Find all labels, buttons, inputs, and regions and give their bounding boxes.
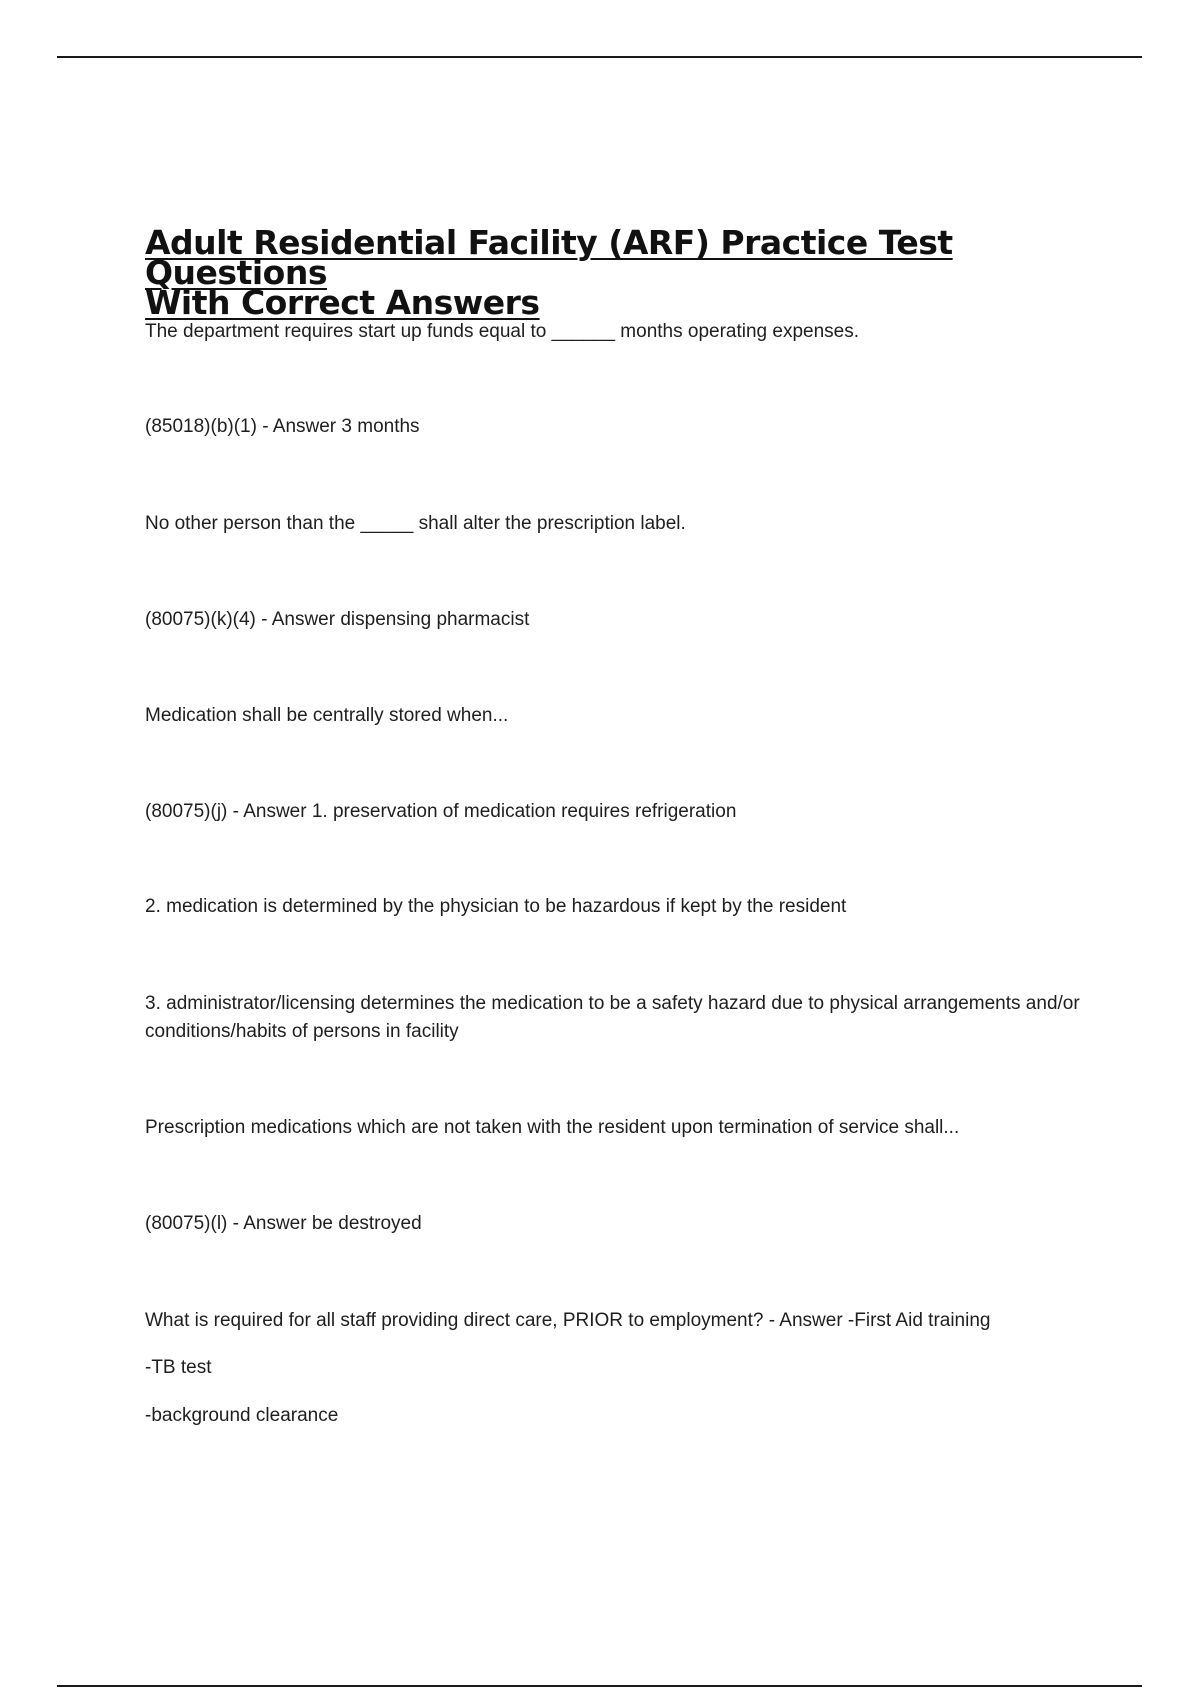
answer-background-clearance: -background clearance — [145, 1405, 339, 1426]
answer-termination-medications: (80075)(l) - Answer be destroyed — [145, 1213, 422, 1234]
answer-central-storage-1: (80075)(j) - Answer 1. preservation of medication requires refrigeration — [145, 801, 737, 822]
question-termination-medications: Prescription medications which are not taken with the resident upon termination of service shall... — [145, 1117, 960, 1138]
document-body — [145, 223, 1105, 322]
document-title — [145, 223, 1105, 322]
header-rule — [57, 56, 1142, 58]
title-line-1: Adult Residential Facility (ARF) Practice Test Questions — [145, 223, 953, 292]
question-central-storage: Medication shall be centrally stored when... — [145, 705, 509, 726]
title-line-2: With Correct Answers — [145, 283, 540, 322]
question-prescription-label: No other person than the _____ shall alter the prescription label. — [145, 513, 686, 534]
answer-tb-test: -TB test — [145, 1357, 212, 1378]
question-staff-requirements: What is required for all staff providing direct care, PRIOR to employment? - Answer -First Aid training — [145, 1310, 991, 1331]
answer-central-storage-2: 2. medication is determined by the physician to be hazardous if kept by the resident — [145, 896, 847, 917]
answer-start-up-funds: (85018)(b)(1) - Answer 3 months — [145, 416, 420, 437]
answer-central-storage-3: 3. administrator/licensing determines the medication to be a safety hazard due to physical arrangements and/or conditions/habits of persons in facility — [145, 993, 1080, 1042]
answer-prescription-label: (80075)(k)(4) - Answer dispensing pharmacist — [145, 609, 530, 630]
question-start-up-funds: The department requires start up funds equal to ______ months operating expenses. — [145, 321, 860, 342]
footer-rule — [57, 1685, 1142, 1687]
